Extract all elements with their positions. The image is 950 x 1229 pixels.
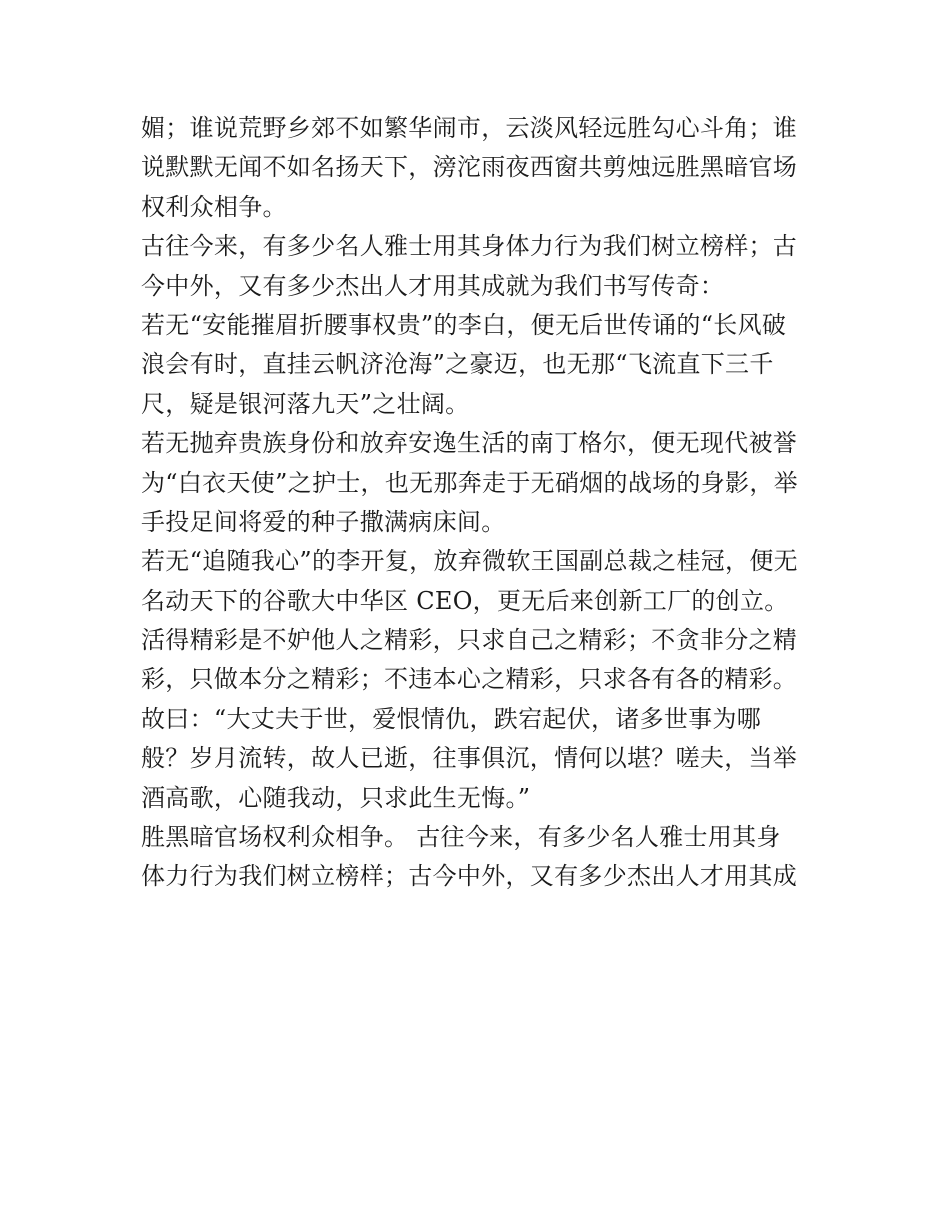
text-line: 若无“安能摧眉折腰事权贵”的李白，便无后世传诵的“长风破 [141,310,787,339]
text-line: 般？岁月流转，故人已逝，往事俱沉，情何以堪？嗟夫，当举 [141,744,798,773]
text-line: 酒高歌，心随我动，只求此生无悔。” [141,783,531,812]
text-line: 浪会有时，直挂云帆济沧海”之豪迈，也无那“飞流直下三千 [141,350,774,379]
essay-text [141,109,817,897]
text-line: 权利众相争。 [141,192,287,221]
text-line: 若无“追随我心”的李开复，放弃微软王国副总裁之桂冠，便无 [141,547,798,576]
text-line: 彩，只做本分之精彩；不违本心之精彩，只求各有各的精彩。 [141,665,798,694]
text-line: 古往今来，有多少名人雅士用其身体力行为我们树立榜样；古 [141,232,798,261]
text-line: 故曰：“大丈夫于世，爱恨情仇，跌宕起伏，诸多世事为哪 [141,704,762,733]
text-line: 今中外，又有多少杰出人才用其成就为我们书写传奇： [141,271,725,300]
text-line: 活得精彩是不妒他人之精彩，只求自己之精彩；不贪非分之精 [141,626,798,655]
text-line: 手投足间将爱的种子撒满病床间。 [141,507,506,536]
text-line: 若无抛弃贵族身份和放弃安逸生活的南丁格尔，便无现代被誉 [141,429,798,458]
text-line: 名动天下的谷歌大中华区 CEO，更无后来创新工厂的创立。 [141,586,789,615]
text-line: 尺，疑是银河落九天”之壮阔。 [141,389,470,418]
text-line: 媚；谁说荒野乡郊不如繁华闹市，云淡风轻远胜勾心斗角；谁 [141,114,798,142]
text-line: 为“白衣天使”之护士，也无那奔走于无硝烟的战场的身影，举 [141,468,798,497]
text-line: 胜黑暗官场权利众相争。 古往今来，有多少名人雅士用其身 [141,823,781,852]
text-line: 说默默无闻不如名扬天下，滂沱雨夜西窗共剪烛远胜黑暗官场 [141,153,798,182]
text-line: 体力行为我们树立榜样；古今中外，又有多少杰出人才用其成 [141,862,798,891]
